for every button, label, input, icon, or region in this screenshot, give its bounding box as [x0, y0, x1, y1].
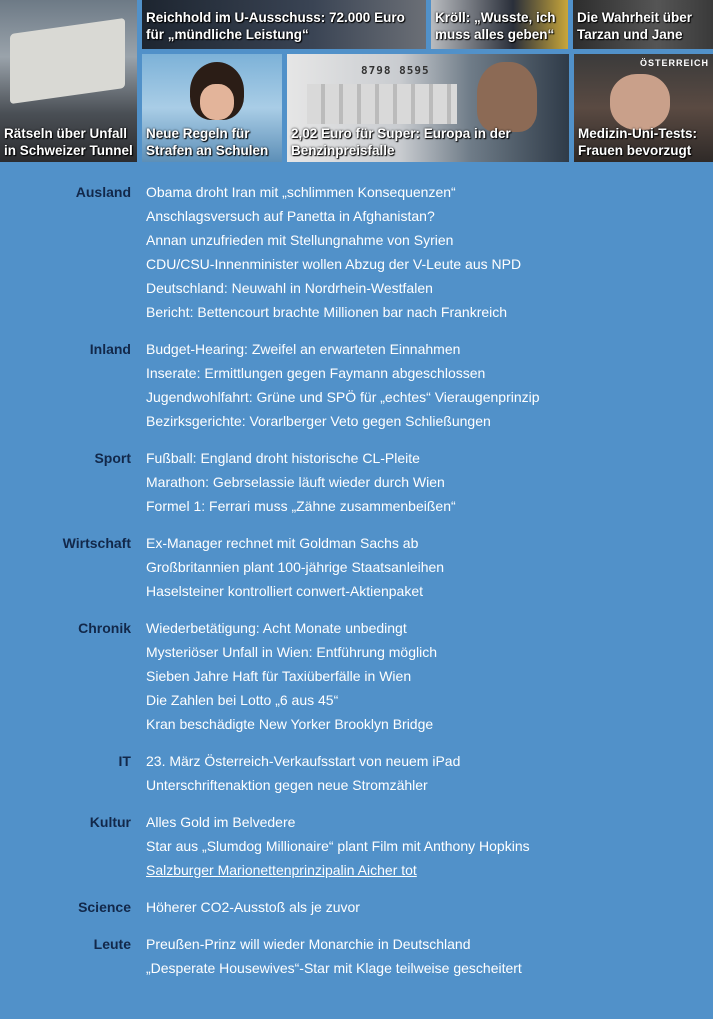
headline-link[interactable]: Jugendwohlfahrt: Grüne und SPÖ für „echtes“ Vieraugenprinzip [146, 389, 540, 405]
teaser-reichhold[interactable] [142, 0, 426, 49]
headline-link[interactable]: „Desperate Housewives“-Star mit Klage teilweise gescheitert [146, 960, 522, 976]
teaser-kroell[interactable] [431, 0, 568, 49]
man-image [477, 62, 537, 132]
headline-link[interactable]: Sieben Jahre Haft für Taxiüberfälle in Wien [146, 668, 412, 684]
headline-list [146, 749, 713, 797]
section-it [0, 749, 713, 797]
headline-link[interactable]: Star aus „Slumdog Millionaire“ plant Film mit Anthony Hopkins [146, 838, 530, 854]
section-label[interactable]: Sport [94, 450, 131, 466]
section-label[interactable]: Leute [93, 936, 131, 952]
price-display: 8798 8595 [361, 64, 430, 77]
fuel-pump-image [307, 84, 457, 124]
headline-link[interactable]: Fußball: England droht historische CL-Pleite [146, 450, 420, 466]
headline-link[interactable]: Alles Gold im Belvedere [146, 814, 296, 830]
headline-link[interactable]: Höherer CO2-Ausstoß als je zuvor [146, 899, 360, 915]
headline-link[interactable]: CDU/CSU-Innenminister wollen Abzug der V-Leute aus NPD [146, 256, 522, 272]
section-label[interactable]: Science [78, 899, 131, 915]
headline-link[interactable]: Großbritannien plant 100-jährige Staatsanleihen [146, 559, 445, 575]
bus-image [10, 18, 125, 104]
headline-list [146, 895, 713, 919]
headline-link[interactable]: Formel 1: Ferrari muss „Zähne zusammenbeißen“ [146, 498, 456, 514]
section-wirtschaft [0, 531, 713, 603]
headline-link[interactable]: Inserate: Ermittlungen gegen Faymann abgeschlossen [146, 365, 486, 381]
headline-link[interactable]: Deutschland: Neuwahl in Nordrhein-Westfalen [146, 280, 433, 296]
headline-list [146, 180, 713, 324]
headline-list [146, 616, 713, 736]
teaser-caption: 2,02 Euro für Super: Europa in der Benzinpreisfalle [291, 126, 511, 158]
oesterreich-tag: ÖSTERREICH [639, 58, 709, 68]
teaser-caption: Reichhold im U-Ausschuss: 72.000 Euro für „mündliche Leistung“ [146, 10, 405, 42]
headline-link[interactable]: Bezirksgerichte: Vorarlberger Veto gegen Schließungen [146, 413, 491, 429]
section-inland [0, 337, 713, 433]
headline-link[interactable]: Anschlagsversuch auf Panetta in Afghanistan? [146, 208, 435, 224]
headline-link-hovered[interactable]: Salzburger Marionettenprinzipalin Aicher tot [146, 862, 417, 878]
teaser-tunnel-accident[interactable] [0, 0, 137, 162]
section-label[interactable]: Chronik [78, 620, 131, 636]
teaser-caption: Kröll: „Wusste, ich muss alles geben“ [435, 10, 556, 42]
section-label[interactable]: Kultur [89, 814, 131, 830]
headline-list [146, 337, 713, 433]
headline-list [146, 446, 713, 518]
teaser-caption: Rätseln über Unfall in Schweizer Tunnel [4, 126, 133, 158]
headline-list [146, 531, 713, 603]
section-chronik [0, 616, 713, 736]
headline-link[interactable]: Budget-Hearing: Zweifel an erwarteten Einnahmen [146, 341, 461, 357]
headline-link[interactable]: Ex-Manager rechnet mit Goldman Sachs ab [146, 535, 419, 551]
section-leute [0, 932, 713, 980]
woman-image [610, 74, 670, 130]
headline-link[interactable]: Marathon: Gebrselassie läuft wieder durch Wien [146, 474, 445, 490]
teaser-caption: Neue Regeln für Strafen an Schulen [146, 126, 269, 158]
headline-link[interactable]: Die Zahlen bei Lotto „6 aus 45“ [146, 692, 339, 708]
section-label[interactable]: IT [118, 753, 131, 769]
section-kultur [0, 810, 713, 882]
section-label[interactable]: Inland [89, 341, 131, 357]
section-science [0, 895, 713, 919]
teaser-schulen[interactable] [142, 54, 282, 162]
headline-link[interactable]: 23. März Österreich-Verkaufsstart von neuem iPad [146, 753, 461, 769]
section-ausland [0, 180, 713, 324]
student-face [200, 84, 234, 120]
headline-link[interactable]: Obama droht Iran mit „schlimmen Konsequenzen“ [146, 184, 456, 200]
section-sport [0, 446, 713, 518]
headline-link[interactable]: Preußen-Prinz will wieder Monarchie in Deutschland [146, 936, 471, 952]
headline-list [146, 810, 713, 882]
headline-link[interactable]: Haselsteiner kontrolliert conwert-Aktienpaket [146, 583, 424, 599]
teaser-caption: Medizin-Uni-Tests: Frauen bevorzugt [578, 126, 697, 158]
headline-link[interactable]: Unterschriftenaktion gegen neue Stromzähler [146, 777, 428, 793]
teaser-caption: Die Wahrheit über Tarzan und Jane [577, 10, 693, 42]
teaser-medizin[interactable] [574, 54, 713, 162]
section-label[interactable]: Ausland [75, 184, 131, 200]
headline-link[interactable]: Annan unzufrieden mit Stellungnahme von Syrien [146, 232, 454, 248]
headline-link[interactable]: Wiederbetätigung: Acht Monate unbedingt [146, 620, 407, 636]
headline-sections [0, 180, 713, 993]
teaser-tarzan[interactable] [573, 0, 713, 49]
section-label[interactable]: Wirtschaft [62, 535, 131, 551]
headline-link[interactable]: Bericht: Bettencourt brachte Millionen bar nach Frankreich [146, 304, 508, 320]
teaser-benzin[interactable] [287, 54, 569, 162]
headline-list [146, 932, 713, 980]
headline-link[interactable]: Kran beschädigte New Yorker Brooklyn Bridge [146, 716, 434, 732]
headline-link[interactable]: Mysteriöser Unfall in Wien: Entführung möglich [146, 644, 438, 660]
